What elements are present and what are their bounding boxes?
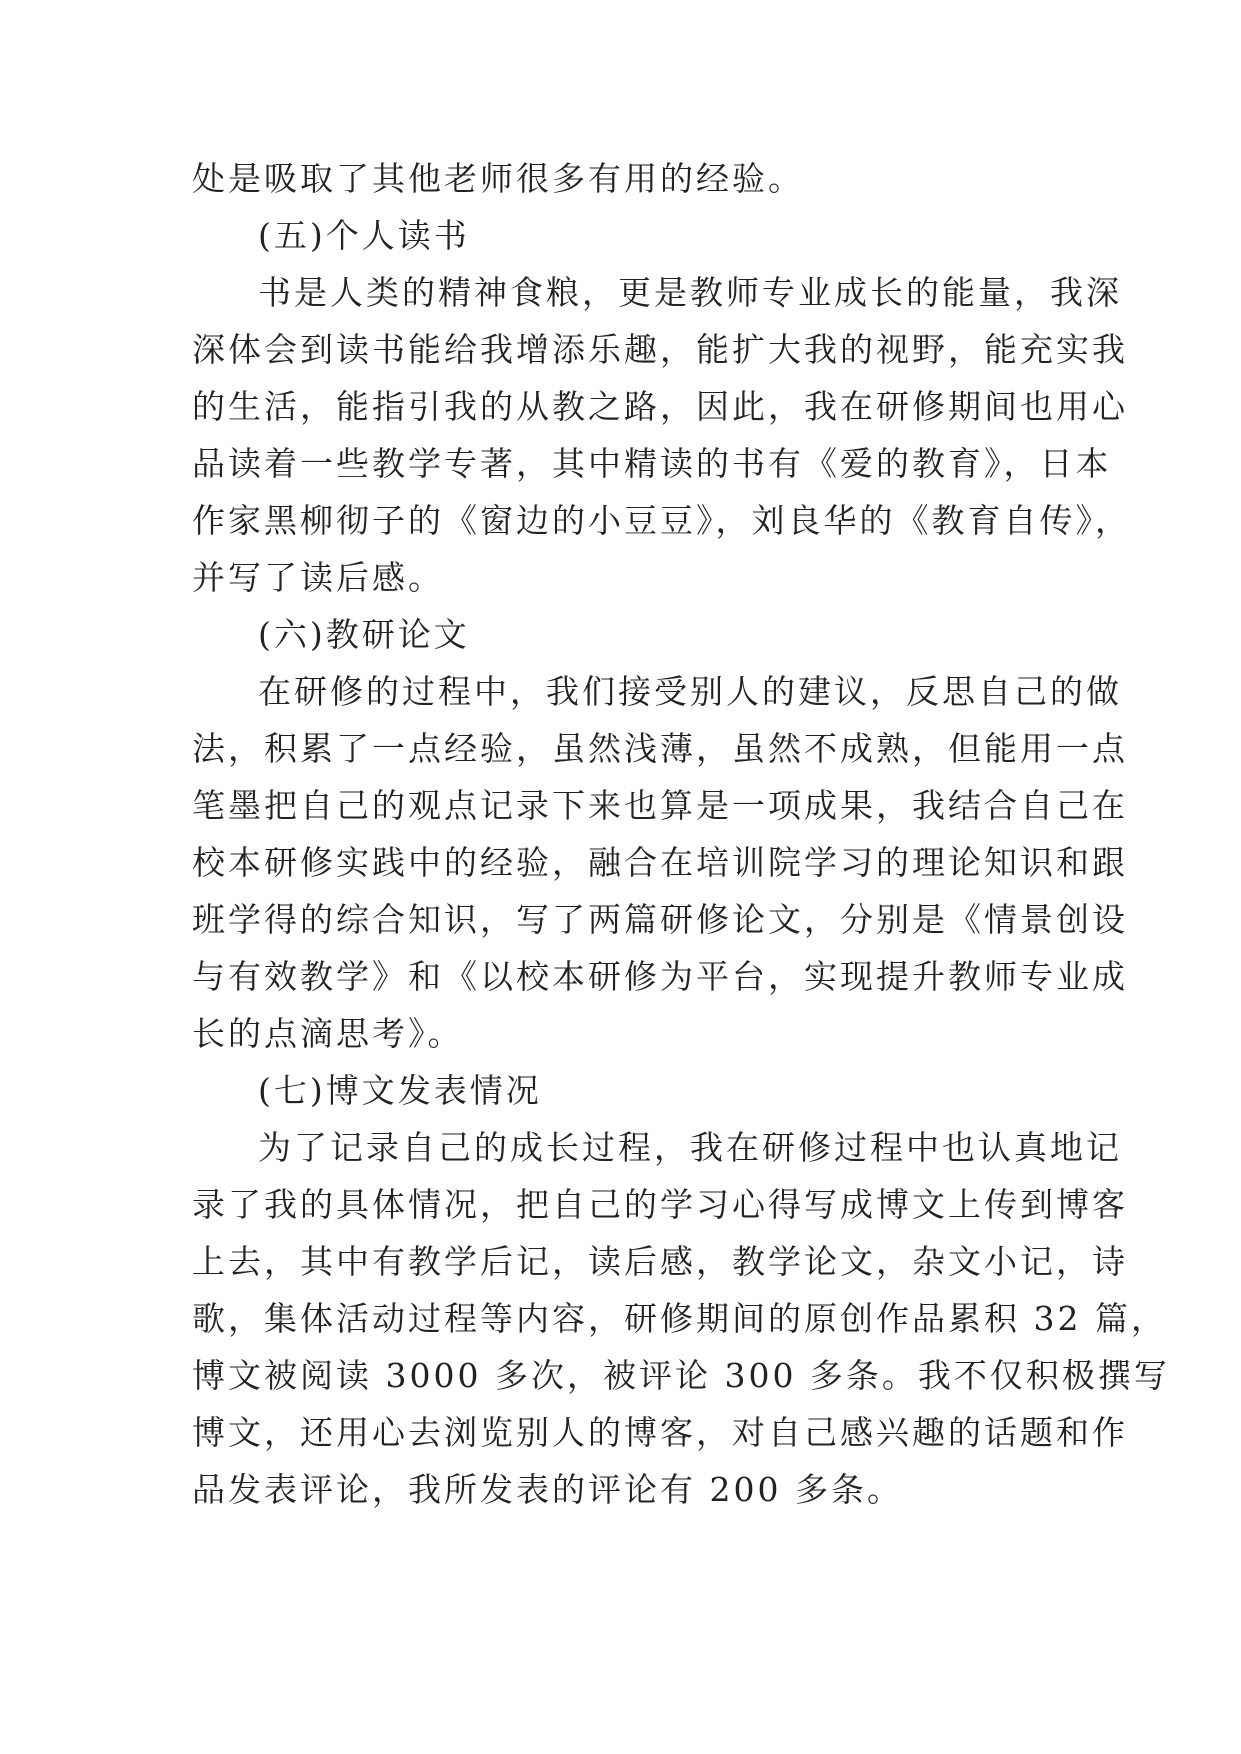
- text-line: 为了记录自己的成长过程，我在研修过程中也认真地记: [258, 1128, 1122, 1167]
- text-line: 深体会到读书能给我增添乐趣，能扩大我的视野，能充实我: [192, 330, 1128, 369]
- text-line: 歌，集体活动过程等内容，研修期间的原创作品累积 32 篇，: [192, 1299, 1167, 1338]
- text-line: 处是吸取了其他老师很多有用的经验。: [192, 159, 804, 198]
- text-line: 书是人类的精神食粮，更是教师专业成长的能量，我深: [258, 273, 1122, 312]
- text-line: 上去，其中有教学后记，读后感，教学论文，杂文小记，诗: [192, 1242, 1128, 1281]
- text-line: 班学得的综合知识，写了两篇研修论文，分别是《情景创设: [192, 900, 1128, 939]
- text-line: 品读着一些教学专著，其中精读的书有《爱的教育》，日本: [192, 444, 1112, 483]
- text-line: 录了我的具体情况，把自己的学习心得写成博文上传到博客: [192, 1185, 1128, 1224]
- section-heading: (五)个人读书: [258, 216, 470, 255]
- text-line: 在研修的过程中，我们接受别人的建议，反思自己的做: [258, 672, 1122, 711]
- text-line: 作家黑柳彻子的《窗边的小豆豆》，刘良华的《教育自传》，: [192, 501, 1131, 540]
- text-line: 校本研修实践中的经验，融合在培训院学习的理论知识和跟: [192, 843, 1128, 882]
- text-line: 长的点滴思考》。: [192, 1014, 464, 1053]
- text-line: 法，积累了一点经验，虽然浅薄，虽然不成熟，但能用一点: [192, 729, 1128, 768]
- text-line: 的生活，能指引我的从教之路，因此，我在研修期间也用心: [192, 387, 1128, 426]
- text-line: 与有效教学》和《以校本研修为平台，实现提升教师专业成: [192, 957, 1128, 996]
- text-line: 博文被阅读 3000 多次，被评论 300 多条。我不仅积极撰写: [192, 1356, 1170, 1395]
- text-line: 并写了读后感。: [192, 558, 444, 597]
- section-heading: (六)教研论文: [258, 615, 470, 654]
- text-line: 博文，还用心去浏览别人的博客，对自己感兴趣的话题和作: [192, 1413, 1128, 1452]
- text-line: 笔墨把自己的观点记录下来也算是一项成果，我结合自己在: [192, 786, 1128, 825]
- section-heading: (七)博文发表情况: [258, 1071, 542, 1110]
- text-line: 品发表评论，我所发表的评论有 200 多条。: [192, 1470, 903, 1509]
- document-body: [192, 150, 1170, 1518]
